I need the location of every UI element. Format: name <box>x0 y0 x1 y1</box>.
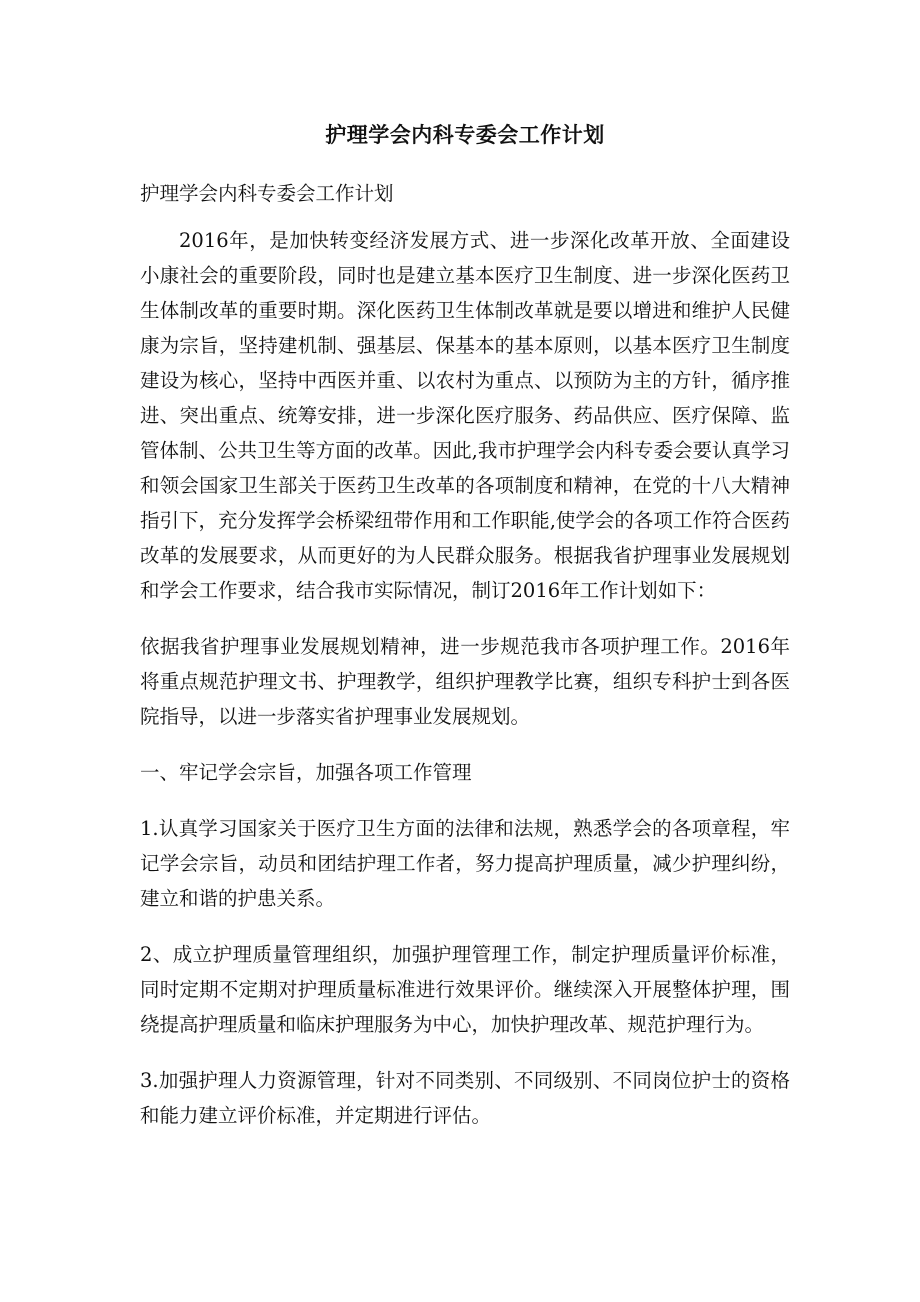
intro-paragraph: 2016年，是加快转变经济发展方式、进一步深化改革开放、全面建设小康社会的重要阶段，同时也是建立基本医疗卫生制度、进一步深化医药卫生体制改革的重要时期。深化医药卫生体制改革就是要以增进和维护人民健康为宗旨，坚持建机制、强基层、保基本的基本原则，以基本医疗卫生制度建设为核心，坚持中西医并重、以农村为重点、以预防为主的方针，循序推进、突出重点、统筹安排，进一步深化医疗服务、药品供应、医疗保障、监管体制、公共卫生等方面的改革。因此,我市护理学会内科专委会要认真学习和领会国家卫生部关于医药卫生改革的各项制度和精神，在党的十八大精神指引下，充分发挥学会桥梁纽带作用和工作职能,使学会的各项工作符合医药改革的发展要求，从而更好的为人民群众服务。根据我省护理事业发展规划和学会工作要求，结合我市实际情况，制订2016年工作计划如下： <box>140 229 790 602</box>
section-heading-1: 一、牢记学会宗旨，加强各项工作管理 <box>140 761 472 784</box>
document-subtitle: 护理学会内科专委会工作计划 <box>140 182 394 205</box>
document-body <box>140 118 790 1154</box>
overview-paragraph: 依据我省护理事业发展规划精神，进一步规范我市各项护理工作。2016年将重点规范护理文书、护理教学，组织护理教学比赛，组织专科护士到各医院指导，以进一步落实省护理事业发展规划。 <box>140 635 790 728</box>
item-paragraph-1: 1.认真学习国家关于医疗卫生方面的法律和法规，熟悉学会的各项章程，牢记学会宗旨，动员和团结护理工作者，努力提高护理质量，减少护理纠纷，建立和谐的护患关系。 <box>140 817 790 910</box>
document-title: 护理学会内科专委会工作计划 <box>325 123 605 147</box>
item-paragraph-2: 2、成立护理质量管理组织，加强护理管理工作，制定护理质量评价标准，同时定期不定期对护理质量标准进行效果评价。继续深入开展整体护理，围绕提高护理质量和临床护理服务为中心，加快护理改革、规范护理行为。 <box>140 943 790 1036</box>
item-paragraph-3: 3.加强护理人力资源管理，针对不同类别、不同级别、不同岗位护士的资格和能力建立评价标准，并定期进行评估。 <box>140 1069 790 1127</box>
